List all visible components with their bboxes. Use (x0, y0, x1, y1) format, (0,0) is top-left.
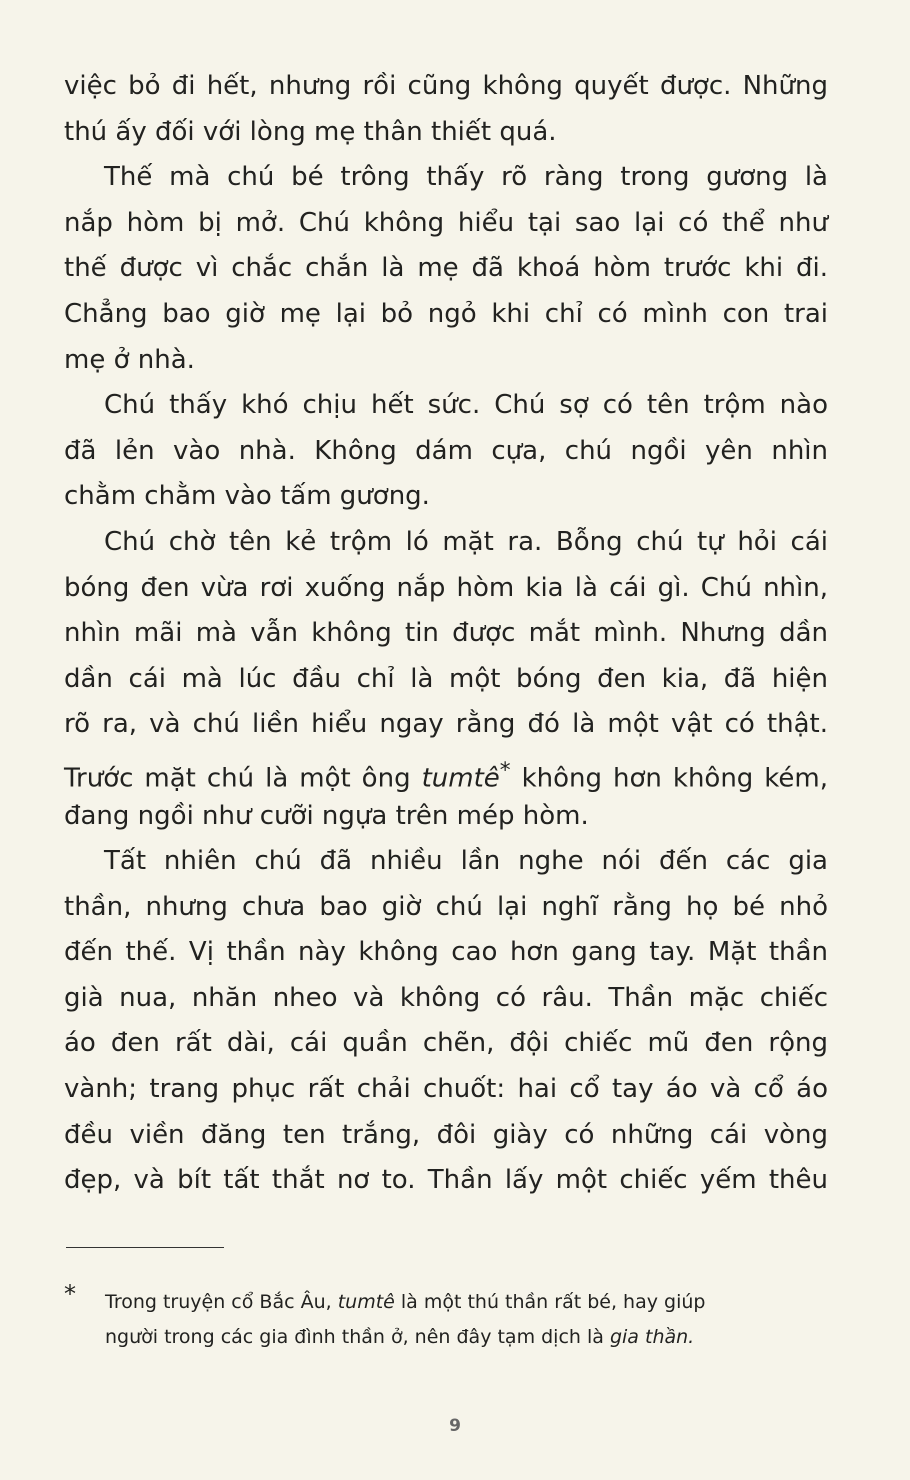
line-suffix: không hơn không kém, (521, 763, 829, 794)
footnote-line (105, 1291, 828, 1313)
text-line: đến thế. Vị thần này không cao hơn gang tay. Mặt thần (64, 937, 828, 968)
text-line: Chú chờ tên kẻ trộm ló mặt ra. Bỗng chú tự hỏi cái (104, 526, 828, 557)
footnote-reference: * (499, 757, 511, 783)
text-line: dần cái mà lúc đầu chỉ là một bóng đen kia, đã hiện (64, 663, 828, 694)
text-line: đang ngồi như cưỡi ngựa trên mép hòm. (64, 800, 589, 831)
text-line: Tất nhiên chú đã nhiều lần nghe nói đến các gia (104, 846, 828, 877)
text-line: vành; trang phục rất chải chuốt: hai cổ tay áo và cổ áo (64, 1074, 828, 1105)
footnote-text: là một thú thần rất bé, hay giúp (400, 1291, 706, 1313)
footnote-term: tumtê (337, 1291, 395, 1313)
text-line: đều viền đăng ten trắng, đôi giày có những cái vòng (64, 1119, 828, 1150)
text-line: mẹ ở nhà. (64, 344, 195, 375)
term-tumte: tumtê (421, 763, 500, 794)
footnote-marker: * (64, 1280, 76, 1308)
footnote-term: gia thần. (609, 1326, 695, 1348)
text-line: đẹp, và bít tất thắt nơ to. Thần lấy một chiếc yếm thêu (64, 1165, 828, 1196)
text-line: rõ ra, và chú liền hiểu ngay rằng đó là một vật có thật. (64, 709, 828, 740)
footnote-text: Trong truyện cổ Bắc Âu, (105, 1291, 332, 1313)
text-line: áo đen rất dài, cái quần chẽn, đội chiếc mũ đen rộng (64, 1028, 828, 1059)
text-line: việc bỏ đi hết, nhưng rồi cũng không quyết được. Những (64, 71, 828, 101)
page-number: 9 (449, 1416, 461, 1436)
text-line: đã lẻn vào nhà. Không dám cựa, chú ngồi yên nhìn (64, 435, 828, 466)
footnote-divider (66, 1247, 224, 1248)
text-line: thế được vì chắc chắn là mẹ đã khoá hòm trước khi đi. (64, 253, 828, 284)
footnote-line (105, 1326, 828, 1348)
text-line: già nua, nhăn nheo và không có râu. Thần mặc chiếc (64, 982, 828, 1013)
footnote-text: người trong các gia đình thần ở, nên đây tạm dịch là (105, 1326, 604, 1348)
text-line: chằm chằm vào tấm gương. (64, 481, 430, 512)
text-line: bóng đen vừa rơi xuống nắp hòm kia là cái gì. Chú nhìn, (64, 572, 828, 603)
body-text (64, 64, 828, 1204)
text-line: nhìn mãi mà vẫn không tin được mắt mình. Nhưng dần (64, 618, 828, 649)
line-prefix: Trước mặt chú là một ông (64, 763, 411, 794)
text-line: Chẳng bao giờ mẹ lại bỏ ngỏ khi chỉ có mình con trai (64, 298, 828, 329)
text-line: Thế mà chú bé trông thấy rõ ràng trong gương là (104, 162, 828, 193)
text-line: Chú thấy khó chịu hết sức. Chú sợ có tên trộm nào (104, 390, 828, 421)
text-line-with-term (64, 748, 828, 794)
text-line: nắp hòm bị mở. Chú không hiểu tại sao lại có thể như (64, 207, 828, 238)
text-line: thú ấy đối với lòng mẹ thân thiết quá. (64, 116, 557, 147)
text-line: thần, nhưng chưa bao giờ chú lại nghĩ rằng họ bé nhỏ (64, 891, 828, 922)
